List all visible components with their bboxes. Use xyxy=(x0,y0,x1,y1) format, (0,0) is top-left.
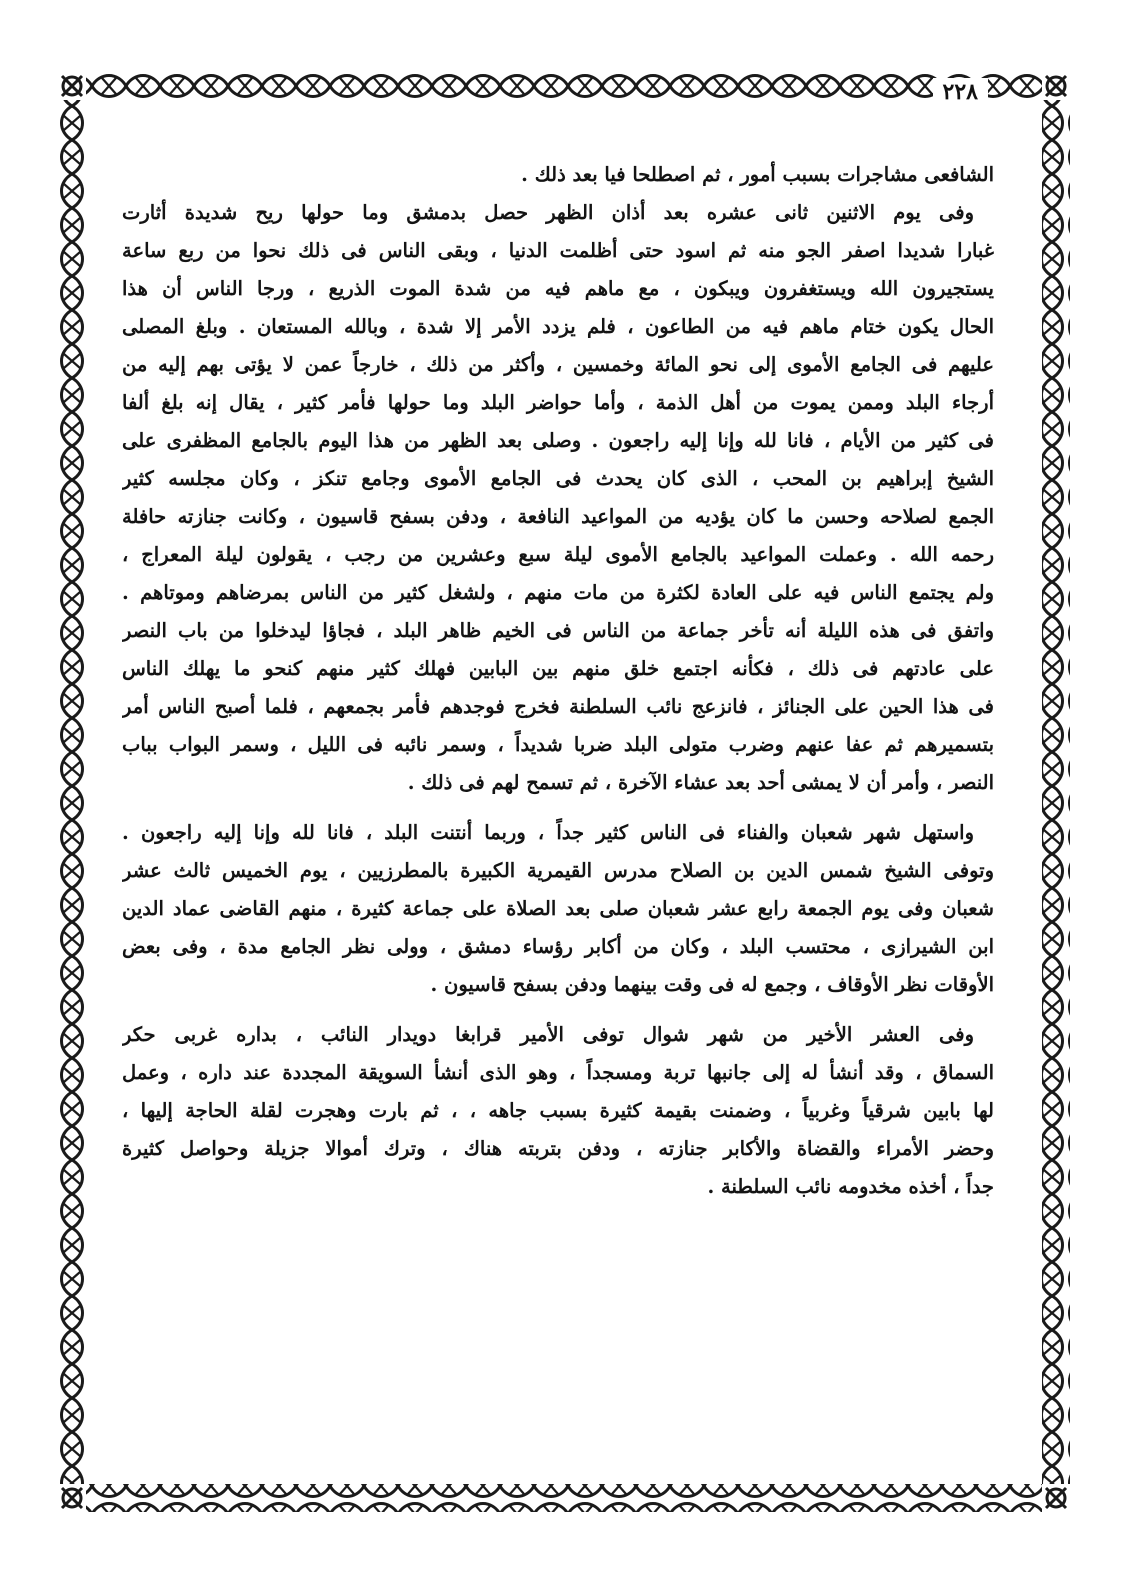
text-line: عليهم فى الجامع الأموى إلى نحو المائة وخمسين ، وأكثر من ذلك ، خارجاً عمن لا يؤتى بهم إليه من xyxy=(122,353,994,376)
text-line: فى كثير من الأيام ، فانا لله وإنا إليه راجعون . وصلى بعد الظهر من هذا اليوم بالجامع المظفرى على xyxy=(122,429,994,452)
text-line: بتسميرهم ثم عفا عنهم وضرب متولى البلد ضربا شديداً ، وسمر نائبه فى الليل ، وسمر البواب بباب xyxy=(122,733,994,756)
page-frame xyxy=(58,72,1070,1512)
text-line: النصر ، وأمر أن لا يمشى أحد بعد عشاء الآخرة ، ثم تسمح لهم فى ذلك . xyxy=(407,771,994,794)
text-line: رحمه الله . وعملت المواعيد بالجامع الأموى ليلة سبع وعشرين من رجب ، يقولون ليلة المعراج ، xyxy=(122,543,994,566)
text-line: وتوفى الشيخ شمس الدين بن الصلاح مدرس القيمرية الكبيرة بالمطرزيين ، يوم الخميس ثالث عشر xyxy=(122,859,994,882)
text-line: الحال يكون ختام ماهم فيه من الطاعون ، فلم يزدد الأمر إلا شدة ، وبالله المستعان . وبلغ المصلى xyxy=(122,315,994,338)
page-number: ٢٢٨ xyxy=(933,78,988,106)
text-line: غبارا شديدا اصفر الجو منه ثم اسود حتى أظلمت الدنيا ، وبقى الناس فى ذلك نحوا من ربع ساعة xyxy=(122,239,994,262)
text-line: لها بابين شرقياً وغربياً ، وضمنت بقيمة كثيرة بسبب جاهه ، ، ثم بارت وهجرت لقلة الحاجة إليها ، xyxy=(122,1099,994,1122)
paragraph xyxy=(122,194,994,802)
text-line: ابن الشيرازى ، محتسب البلد ، وكان من أكابر رؤساء دمشق ، وولى نظر الجامع مدة ، وفى بعض xyxy=(122,935,994,958)
text-line: الجمع لصلاحه وحسن ما كان يؤديه من المواعيد النافعة ، ودفن بسفح قاسيون ، وكانت جنازته حافلة xyxy=(122,505,994,528)
text-line: على عادتهم فى ذلك ، فكأنه اجتمع خلق منهم بين البابين فهلك كثير منهم كنحو ما يهلك الناس xyxy=(122,657,994,680)
text-line: يستجيرون الله ويستغفرون ويبكون ، مع ماهم فيه من شدة الموت الذريع ، ورجا الناس أن هذا xyxy=(122,277,994,300)
text-line: فى هذا الحين على الجنائز ، فانزعج نائب السلطنة فخرج فوجدهم فأمر بجمعهم ، فلما أصبح الناس أمر xyxy=(122,695,994,718)
text-line: السماق ، وقد أنشأ له إلى جانبها تربة ومسجداً ، وهو الذى أنشأ السويقة المجددة عند داره ، وعمل xyxy=(122,1061,994,1084)
text-line: وحضر الأمراء والقضاة والأكابر جنازته ، ودفن بتربته هناك ، وترك أموالا جزيلة وحواصل كثيرة xyxy=(122,1137,994,1160)
paragraph-gap xyxy=(122,1004,994,1016)
text-line: الشيخ إبراهيم بن المحب ، الذى كان يحدث فى الجامع الأموى وجامع تنكز ، وكان مجلسه كثير xyxy=(122,467,994,490)
text-line: جداً ، أخذه مخدومه نائب السلطنة . xyxy=(707,1175,994,1198)
paragraph xyxy=(122,814,994,1004)
text-line: الشافعى مشاجرات بسبب أمور ، ثم اصطلحا فيا بعد ذلك . xyxy=(521,163,994,186)
paragraph-gap xyxy=(122,802,994,814)
text-line: وفى العشر الأخير من شهر شوال توفى الأمير قرابغا دويدار النائب ، بداره غربى حكر xyxy=(122,1023,974,1046)
text-line: واستهل شهر شعبان والفناء فى الناس كثير جداً ، وربما أنتنت البلد ، فانا لله وإنا إليه راجعون . xyxy=(122,821,974,844)
paragraph xyxy=(122,1016,994,1206)
body-text xyxy=(122,156,994,1206)
text-line: شعبان وفى يوم الجمعة رابع عشر شعبان صلى بعد الصلاة على جماعة كثيرة ، منهم القاضى عماد الدين xyxy=(122,897,994,920)
text-line: أرجاء البلد وممن يموت من أهل الذمة ، وأما حواضر البلد وما حولها فأمر كثير ، يقال إنه بلغ ألفا xyxy=(122,391,994,414)
text-line: الأوقات نظر الأوقاف ، وجمع له فى وقت بينهما ودفن بسفح قاسيون . xyxy=(430,973,994,996)
paragraph xyxy=(122,156,994,194)
text-line: واتفق فى هذه الليلة أنه تأخر جماعة من الناس فى الخيم ظاهر البلد ، فجاؤا ليدخلوا من باب النصر xyxy=(122,619,994,642)
text-line: وفى يوم الاثنين ثانى عشره بعد أذان الظهر حصل بدمشق وما حولها ريح شديدة أثارت xyxy=(122,201,974,224)
text-line: ولم يجتمع الناس فيه على العادة لكثرة من مات منهم ، ولشغل كثير من الناس بمرضاهم وموتاهم . xyxy=(122,581,994,604)
